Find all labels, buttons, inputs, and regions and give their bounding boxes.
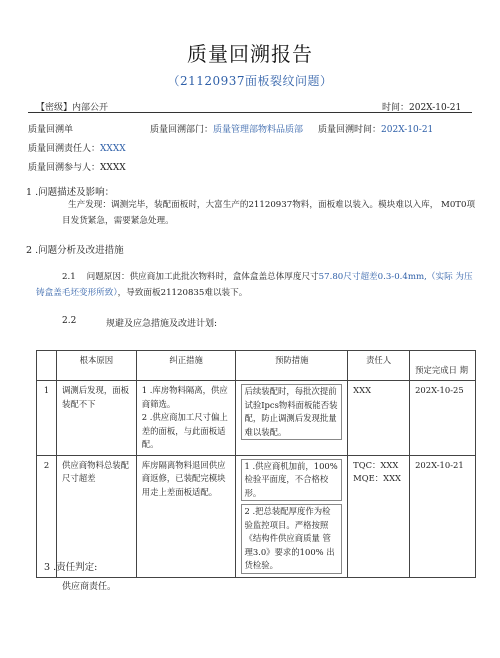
document-title: 质量回溯报告 <box>187 42 313 66</box>
header-cell-owner: 责任人 <box>348 351 410 381</box>
meta-dept-value: 质量管理部物料品质部 <box>213 125 304 135</box>
meta-participant-value: XXXX <box>100 163 126 173</box>
security-level: 【密级】内部公开 <box>36 103 109 113</box>
measures-table <box>36 350 476 578</box>
meta-owner <box>28 141 126 154</box>
row-owner <box>348 455 410 577</box>
meta-time-value: 202X-10-21 <box>381 125 434 135</box>
header-cell-cause: 根本原因 <box>56 351 136 381</box>
section1-text: 生产发现：调测完毕，装配面板时，大富生产的21120937物料，面板难以装入。模块难以入库， M0T0项目发货紧急，需要紧急处理。 <box>62 200 476 226</box>
section2-1-text-c: ，导致面板21120835难以装下。 <box>117 288 248 298</box>
row-owner-line: XXX <box>353 385 372 395</box>
section3-heading: 3 .责任判定: <box>44 562 98 573</box>
row-number: 2 <box>37 455 57 577</box>
section2-2-text: 规避及应急措施及改进计划: <box>106 319 218 329</box>
row-date: 202X-10-21 <box>410 455 476 577</box>
meta-dept <box>150 122 303 135</box>
row-number: 1 <box>37 381 57 456</box>
row-cause: 调测后发现，面板装配不下 <box>56 381 136 456</box>
row-prevent <box>236 455 348 577</box>
row-owner-line: TQC：XXX <box>353 459 399 470</box>
header-cell-date: 预定完成日 期 <box>410 351 476 381</box>
header-cell-no <box>37 351 57 381</box>
section2-1-text-b: 57.80尺寸超差0.3-0.4mm,（实际 为压铸盒盖毛坯变形所致） <box>36 272 473 298</box>
row-correct <box>136 381 236 456</box>
section2-1-paragraph <box>36 269 478 301</box>
section2-1-number: 2.1 <box>62 272 76 282</box>
section2-heading: 2 .问题分析及改进措施 <box>26 245 124 256</box>
table-row <box>37 455 476 577</box>
meta-participant <box>28 160 126 173</box>
row-correct: 库房隔离物料退回供应商返修，已装配完模块用走上差面板适配。 <box>136 455 236 577</box>
meta-owner-label: 质量回溯责任人： <box>28 144 101 154</box>
meta-dept-label: 质量回溯部门： <box>150 125 214 135</box>
row-prevent-box: 1 .供应商机加前，100% 检验平面度，不合格校 形。 <box>241 459 342 502</box>
meta-time-label: 质量回溯时间： <box>318 125 382 135</box>
section3-text: 供应商责任。 <box>62 582 117 592</box>
meta-owner-value: XXXX <box>100 144 126 154</box>
table-row <box>37 381 476 456</box>
meta-doc-label: 质量回溯单 <box>28 125 74 135</box>
row-cause: 供应商物料总装配尺寸超差 <box>56 455 136 577</box>
row-date: 202X-10-25 <box>410 381 476 456</box>
row-correct-item: 2 .供应商加工尺寸偏上差的面板，与此面板适配。 <box>141 412 228 449</box>
table-header-row <box>37 351 476 381</box>
report-date: 时间：202X-10-21 <box>382 103 462 113</box>
section2-2-number: 2.2 <box>62 316 77 326</box>
row-owner <box>348 381 410 456</box>
header-divider <box>28 112 472 113</box>
header-cell-prevent: 预防措施 <box>236 351 348 381</box>
document-subtitle: （21120937面板裂纹问题） <box>167 74 333 88</box>
section2-1-text-a: 问题原因：供应商加工此批次物料时，盒体盒盖总体厚度尺寸 <box>86 272 319 282</box>
row-prevent <box>236 381 348 456</box>
meta-participant-label: 质量回溯参与人： <box>28 163 101 173</box>
row-owner-line: MQE：XXX <box>353 473 401 483</box>
row-correct-item: 1 .库房物料隔离，供应商筛选。 <box>141 385 228 409</box>
section1-heading: 1 .问题描述及影响： <box>26 187 115 198</box>
row-prevent-box: 后续装配时，每批次提前 试验Ipcs物料面板能否装 配，防止调测后发现批量 难以装配。 <box>241 384 342 440</box>
meta-time <box>318 122 433 135</box>
row-prevent-box: 2 .把总装配厚度作为检 验监控项目。严格按照 《结构件供应商质量 管理3.0》要求的100% 出货检验。 <box>241 504 342 574</box>
header-cell-correct: 纠正措施 <box>136 351 236 381</box>
